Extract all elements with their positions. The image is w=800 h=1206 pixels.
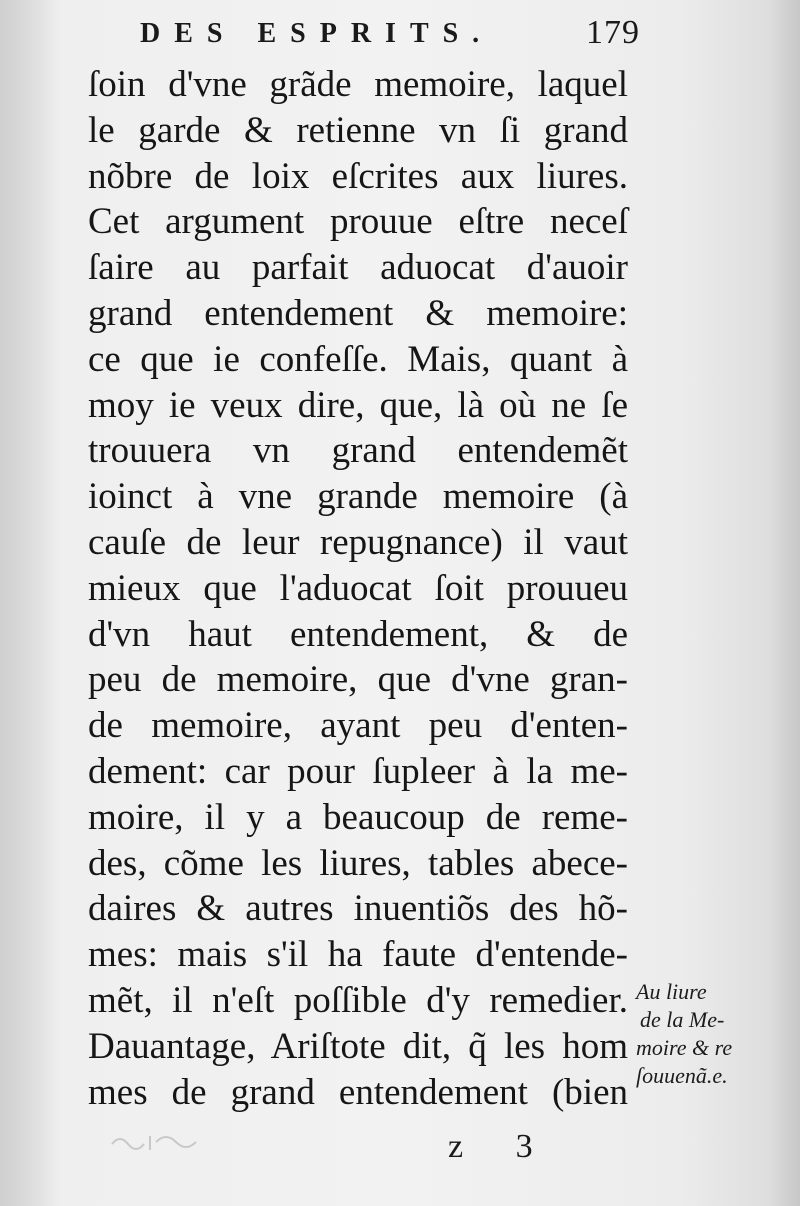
running-head bbox=[140, 14, 640, 54]
page-gutter-shadow bbox=[0, 0, 60, 1206]
text-line: dement: car pour ſupleer à la me- bbox=[88, 750, 628, 792]
text-line: mieux que l'aduocat ſoit prouueu bbox=[88, 567, 628, 609]
text-line: moy ie veux dire, que, là où ne ſe bbox=[88, 384, 628, 426]
marginal-note-line: ſouuenã.e. bbox=[636, 1063, 728, 1088]
marginal-note-line: de la Me- bbox=[640, 1007, 725, 1032]
text-line: cauſe de leur repugnance) il vaut bbox=[88, 521, 628, 563]
text-line: ſaire au parfait aduocat d'auoir bbox=[88, 247, 628, 289]
text-line: mes de grand entendement (bien bbox=[88, 1071, 628, 1113]
text-line: ſoin d'vne grãde memoire, laquel bbox=[88, 64, 628, 105]
page-number: 179 bbox=[586, 14, 640, 51]
text-line: ce que ie confeſſe. Mais, quant à bbox=[88, 338, 628, 380]
text-line: daires & autres inuentiõs des hõ- bbox=[88, 888, 628, 930]
text-line: mẽt, il n'eſt poſſible d'y remedier. bbox=[88, 979, 628, 1021]
marginal-note-line: Au liure bbox=[636, 979, 707, 1004]
text-line: Dauantage, Ariſtote dit, q̃ les hom bbox=[88, 1025, 628, 1067]
marginal-note-line: moire & re bbox=[636, 1035, 733, 1060]
text-line: de memoire, ayant peu d'enten- bbox=[88, 705, 628, 747]
text-line: Cet argument prouue eſtre neceſ bbox=[88, 201, 628, 243]
running-title: DES ESPRITS. bbox=[140, 18, 494, 49]
signature-mark: z 3 bbox=[448, 1128, 555, 1165]
text-line: le garde & retienne vn ſi grand bbox=[88, 109, 628, 151]
text-line: trouuera vn grand entendemẽt bbox=[88, 430, 628, 472]
text-line: des, cõme les liures, tables abece- bbox=[88, 842, 628, 884]
text-line: peu de memoire, que d'vne gran- bbox=[88, 659, 628, 701]
show-through-ink bbox=[110, 1128, 200, 1154]
marginal-note bbox=[636, 978, 796, 1090]
text-line: grand entendement & memoire: bbox=[88, 292, 628, 334]
text-line: moire, il y a beaucoup de reme- bbox=[88, 796, 628, 838]
text-line: ioinct à vne grande memoire (à bbox=[88, 476, 628, 518]
text-line: mes: mais s'il ha faute d'entende- bbox=[88, 934, 628, 976]
body-text bbox=[88, 62, 628, 1115]
text-line: d'vn haut entendement, & de bbox=[88, 613, 628, 655]
text-line: nõbre de loix eſcrites aux liures. bbox=[88, 155, 628, 197]
